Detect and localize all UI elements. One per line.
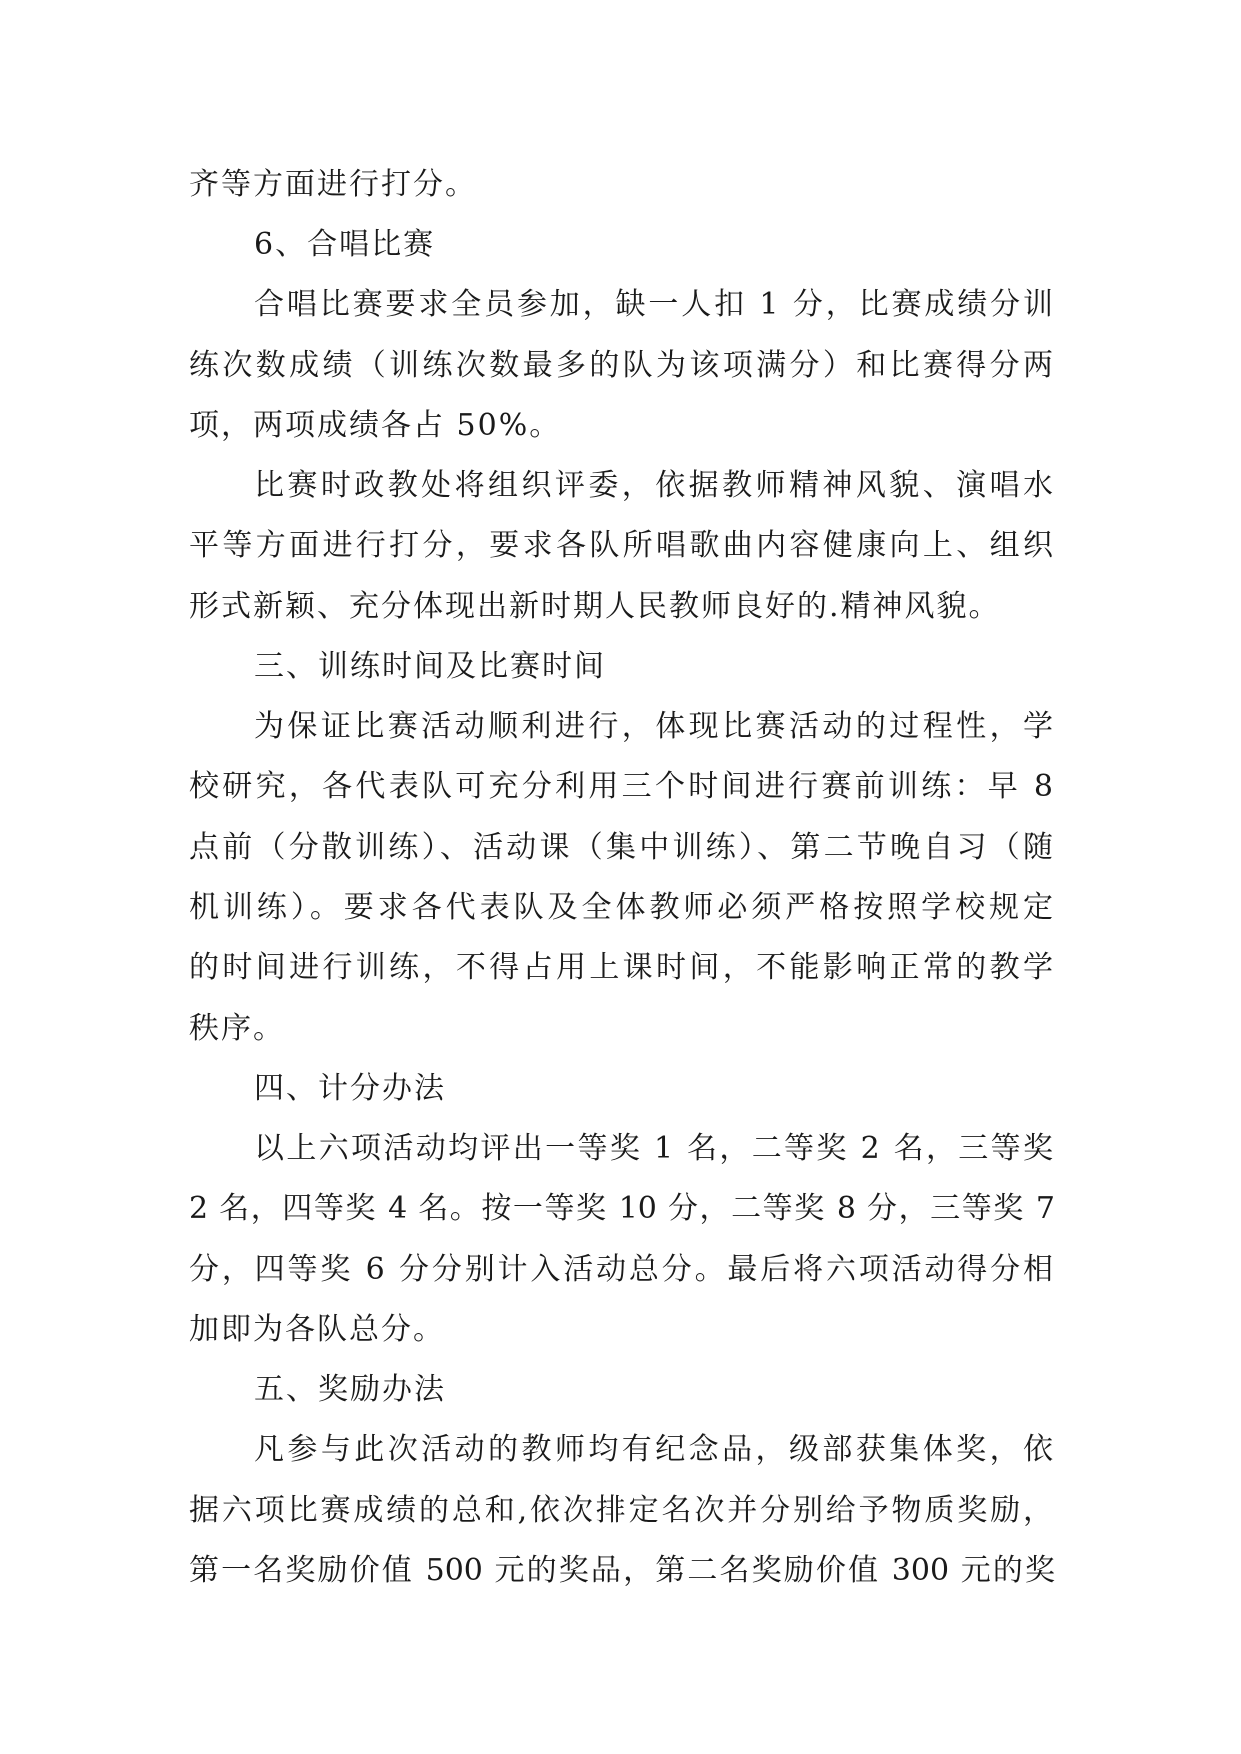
- section-heading: 五、奖励办法: [254, 1372, 446, 1407]
- paragraph-line: 齐等方面进行打分。: [189, 167, 477, 202]
- paragraph-line: 据六项比赛成绩的总和,依次排定名次并分别给予物质奖励，: [189, 1493, 1055, 1528]
- paragraph-line: 凡参与此次活动的教师均有纪念品，级部获集体奖，依: [254, 1432, 1055, 1467]
- paragraph-line: 秩序。: [189, 1011, 285, 1046]
- paragraph-line: 比赛时政教处将组织评委，依据教师精神风貌、演唱水: [254, 468, 1055, 503]
- paragraph-line: 合唱比赛要求全员参加，缺一人扣 1 分，比赛成绩分训: [254, 287, 1055, 322]
- paragraph-line: 的时间进行训练，不得占用上课时间，不能影响正常的教学: [189, 950, 1055, 985]
- paragraph-line: 平等方面进行打分，要求各队所唱歌曲内容健康向上、组织: [189, 528, 1055, 563]
- paragraph-line: 机训练）。要求各代表队及全体教师必须严格按照学校规定: [189, 890, 1055, 925]
- paragraph-line: 第一名奖励价值 500 元的奖品，第二名奖励价值 300 元的奖: [189, 1553, 1055, 1588]
- paragraph-line: 为保证比赛活动顺利进行，体现比赛活动的过程性，学: [254, 709, 1055, 744]
- paragraph-line: 练次数成绩（训练次数最多的队为该项满分）和比赛得分两: [189, 348, 1055, 383]
- paragraph-line: 校研究，各代表队可充分利用三个时间进行赛前训练：早 8: [189, 769, 1055, 804]
- paragraph-line: 项，两项成绩各占 50%。: [189, 408, 562, 443]
- paragraph-line: 以上六项活动均评出一等奖 1 名，二等奖 2 名，三等奖: [254, 1131, 1055, 1166]
- paragraph-line: 分，四等奖 6 分分别计入活动总分。最后将六项活动得分相: [189, 1252, 1055, 1287]
- paragraph-line: 点前（分散训练）、活动课（集中训练）、第二节晚自习（随: [189, 830, 1055, 865]
- section-heading: 6、合唱比赛: [254, 227, 436, 262]
- paragraph-line: 加即为各队总分。: [189, 1312, 445, 1347]
- section-heading: 三、训练时间及比赛时间: [254, 649, 606, 684]
- section-heading: 四、计分办法: [254, 1071, 446, 1106]
- paragraph-line: 2 名，四等奖 4 名。按一等奖 10 分，二等奖 8 分，三等奖 7: [189, 1191, 1055, 1226]
- paragraph-line: 形式新颖、充分体现出新时期人民教师良好的.精神风貌。: [189, 589, 1001, 624]
